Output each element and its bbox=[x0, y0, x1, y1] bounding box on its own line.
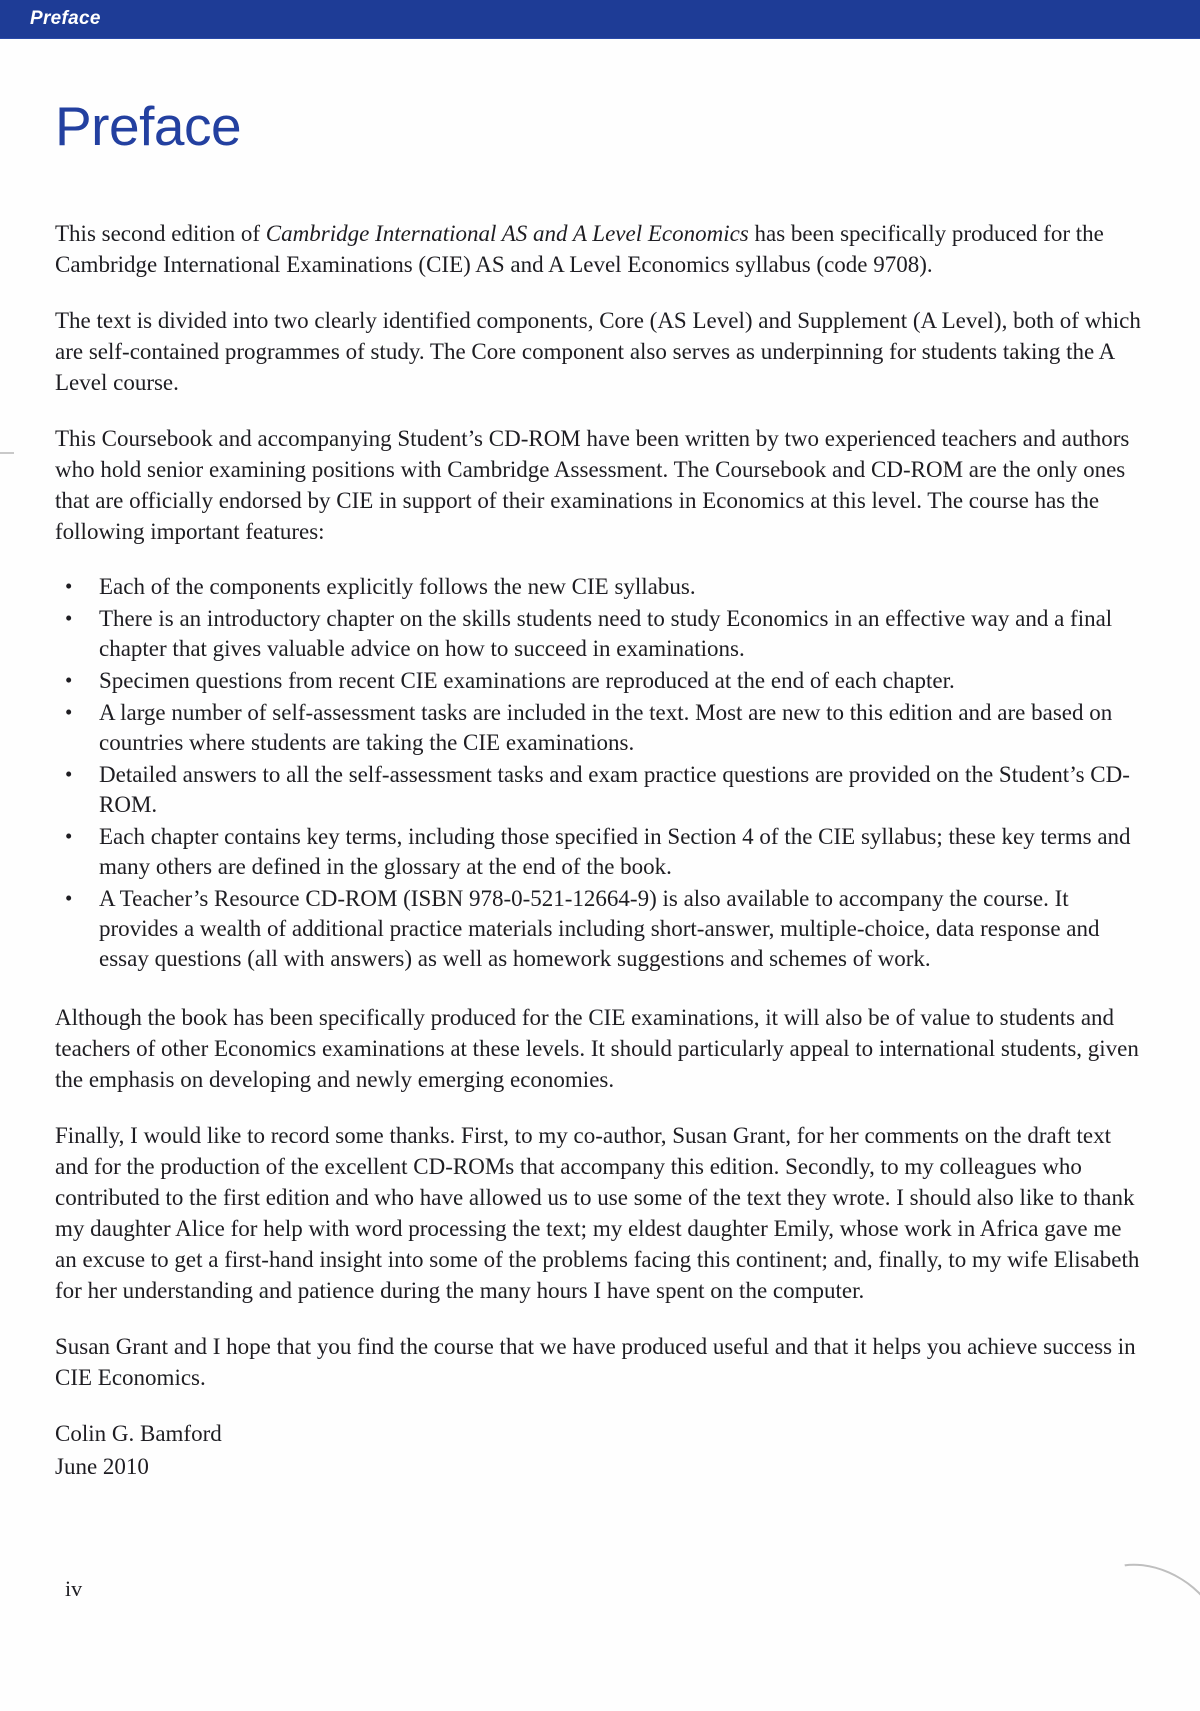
features-list bbox=[55, 572, 1148, 974]
page-title: Preface bbox=[55, 95, 242, 157]
running-header-bar bbox=[0, 0, 1200, 38]
signature-date: June 2010 bbox=[55, 1454, 149, 1479]
list-item-specimen-questions: • Specimen questions from recent CIE examinations are reproduced at the end of each chapter. bbox=[55, 666, 1148, 696]
running-header-title: Preface bbox=[30, 8, 101, 29]
page-footer bbox=[0, 1576, 1200, 1628]
page-content bbox=[0, 38, 1200, 1484]
paragraph-edition-post: has been specifically produced for the Cambridge International Examinations (CIE) AS and A Level Economics syllabus (code 9708). bbox=[55, 221, 1104, 277]
book-title-italic: Cambridge International AS and A Level Economics bbox=[265, 221, 749, 246]
paragraph-edition bbox=[55, 218, 1148, 280]
list-item-introductory-chapter: • There is an introductory chapter on the skills students need to study Economics in an effective way and a final chapter that gives valuable advice on how to succeed in examinations. bbox=[55, 604, 1148, 664]
paragraph-components: The text is divided into two clearly identified components, Core (AS Level) and Supplement (A Level), both of which are self-contained programmes of study. The Core component also serves as underpinning for students taking the A Level course. bbox=[55, 308, 1141, 395]
signature-name: Colin G. Bamford bbox=[55, 1421, 222, 1446]
paragraph-coursebook: This Coursebook and accompanying Student’s CD-ROM have been written by two experienced teachers and authors who hold senior examining positions with Cambridge Assessment. The Coursebook and CD-ROM are the only ones that are officially endorsed by CIE in support of their examinations in Economics at this level. The course has the following important features: bbox=[55, 426, 1130, 544]
paragraph-hope: Susan Grant and I hope that you find the course that we have produced useful and that it helps you achieve success in CIE Economics. bbox=[55, 1334, 1136, 1390]
list-item-key-terms: • Each chapter contains key terms, including those specified in Section 4 of the CIE syllabus; these key terms and many others are defined in the glossary at the end of the book. bbox=[55, 822, 1148, 882]
list-item-self-assessment: • A large number of self-assessment tasks are included in the text. Most are new to this edition and are based on countries where students are taking the CIE examinations. bbox=[55, 698, 1148, 758]
list-item-syllabus: • Each of the components explicitly follows the new CIE syllabus. bbox=[55, 572, 1148, 602]
paragraph-value: Although the book has been specifically produced for the CIE examinations, it will also be of value to students and teachers of other Economics examinations at these levels. It should particularly appeal to international students, given the emphasis on developing and newly emerging economies. bbox=[55, 1005, 1139, 1092]
list-item-detailed-answers: • Detailed answers to all the self-assessment tasks and exam practice questions are provided on the Student’s CD-ROM. bbox=[55, 760, 1148, 820]
page-number: iv bbox=[65, 1576, 83, 1601]
paragraph-edition-pre: This second edition of bbox=[55, 221, 266, 246]
paragraph-thanks: Finally, I would like to record some thanks. First, to my co-author, Susan Grant, for her comments on the draft text and for the production of the excellent CD-ROMs that accompany this edition. Secondly, to my colleagues who contributed to the first edition and who have allowed us to use some of the text they wrote. I should also like to thank my daughter Alice for help with word processing the text; my eldest daughter Emily, whose work in Africa gave me an excuse to get a first-hand insight into some of the problems facing this continent; and, finally, to my wife Elisabeth for her understanding and patience during the many hours I have spent on the computer. bbox=[55, 1123, 1140, 1303]
list-item-teachers-resource: • A Teacher’s Resource CD-ROM (ISBN 978-0-521-12664-9) is also available to accompany the course. It provides a wealth of additional practice materials including short-answer, multiple-choice, data response and essay questions (all with answers) as well as homework suggestions and schemes of work. bbox=[55, 884, 1148, 974]
scan-artifact-tick bbox=[0, 452, 14, 454]
